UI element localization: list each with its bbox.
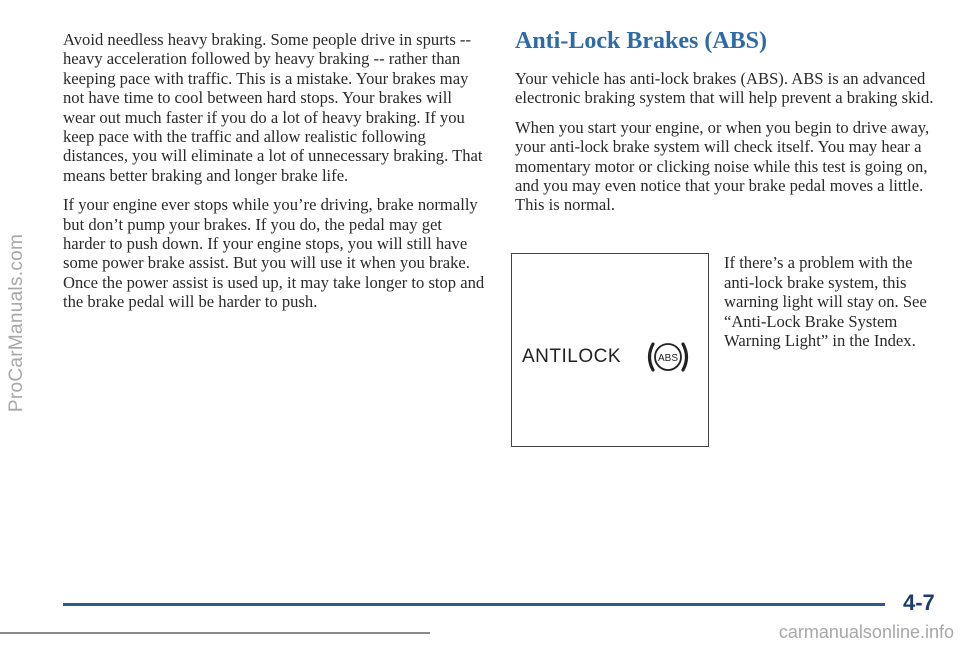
right-column <box>515 28 940 225</box>
left-column <box>63 30 488 322</box>
footer-watermark: carmanualsonline.info <box>778 622 954 642</box>
page-number: 4-7 <box>903 590 935 615</box>
right-paragraph-1: Your vehicle has anti-lock brakes (ABS). ABS is an advanced electronic braking system that will help prevent a braking skid. <box>515 69 934 108</box>
antilock-label: ANTILOCK <box>522 346 622 367</box>
left-paragraph-1: Avoid needless heavy braking. Some people drive in spurts -- heavy acceleration followed by heavy braking -- rather than keeping pace with traffic. This is a mistake. Your brakes may not have time to cool between hard stops. Your brakes will wear out much faster if you do a lot of heavy braking. If you keep pace with the traffic and allow realistic following distances, you will eliminate a lot of unnecessary braking. That means better braking and longer brake life. <box>63 30 483 185</box>
footer-rule <box>0 632 430 634</box>
side-watermark <box>2 0 32 645</box>
warning-description: If there’s a problem with the anti-lock brake system, this warning light will stay on. See “Anti-Lock Brake System Warning Light” in the Index. <box>724 253 927 351</box>
page-rule <box>63 603 885 606</box>
right-paragraph-2: When you start your engine, or when you begin to drive away, your anti-lock brake system will check itself. You may hear a momentary motor or clicking noise while this test is going on, and you may even notice that your brake pedal moves a little. This is normal. <box>515 117 930 215</box>
side-watermark-text: ProCarManuals.com <box>6 233 27 412</box>
warning-light-illustration <box>511 253 709 447</box>
left-paragraph-2: If your engine ever stops while you’re driving, brake normally but don’t pump your brakes. If you do, the pedal may get harder to push down. If your engine stops, you will still have some power brake assist. But you will use it when you brake. Once the power assist is used up, it may take longer to stop and the brake pedal will be harder to push. <box>63 195 485 312</box>
abs-icon-text: ABS <box>657 353 679 364</box>
abs-warning-icon <box>645 337 691 377</box>
section-heading: Anti-Lock Brakes (ABS) <box>515 28 768 54</box>
